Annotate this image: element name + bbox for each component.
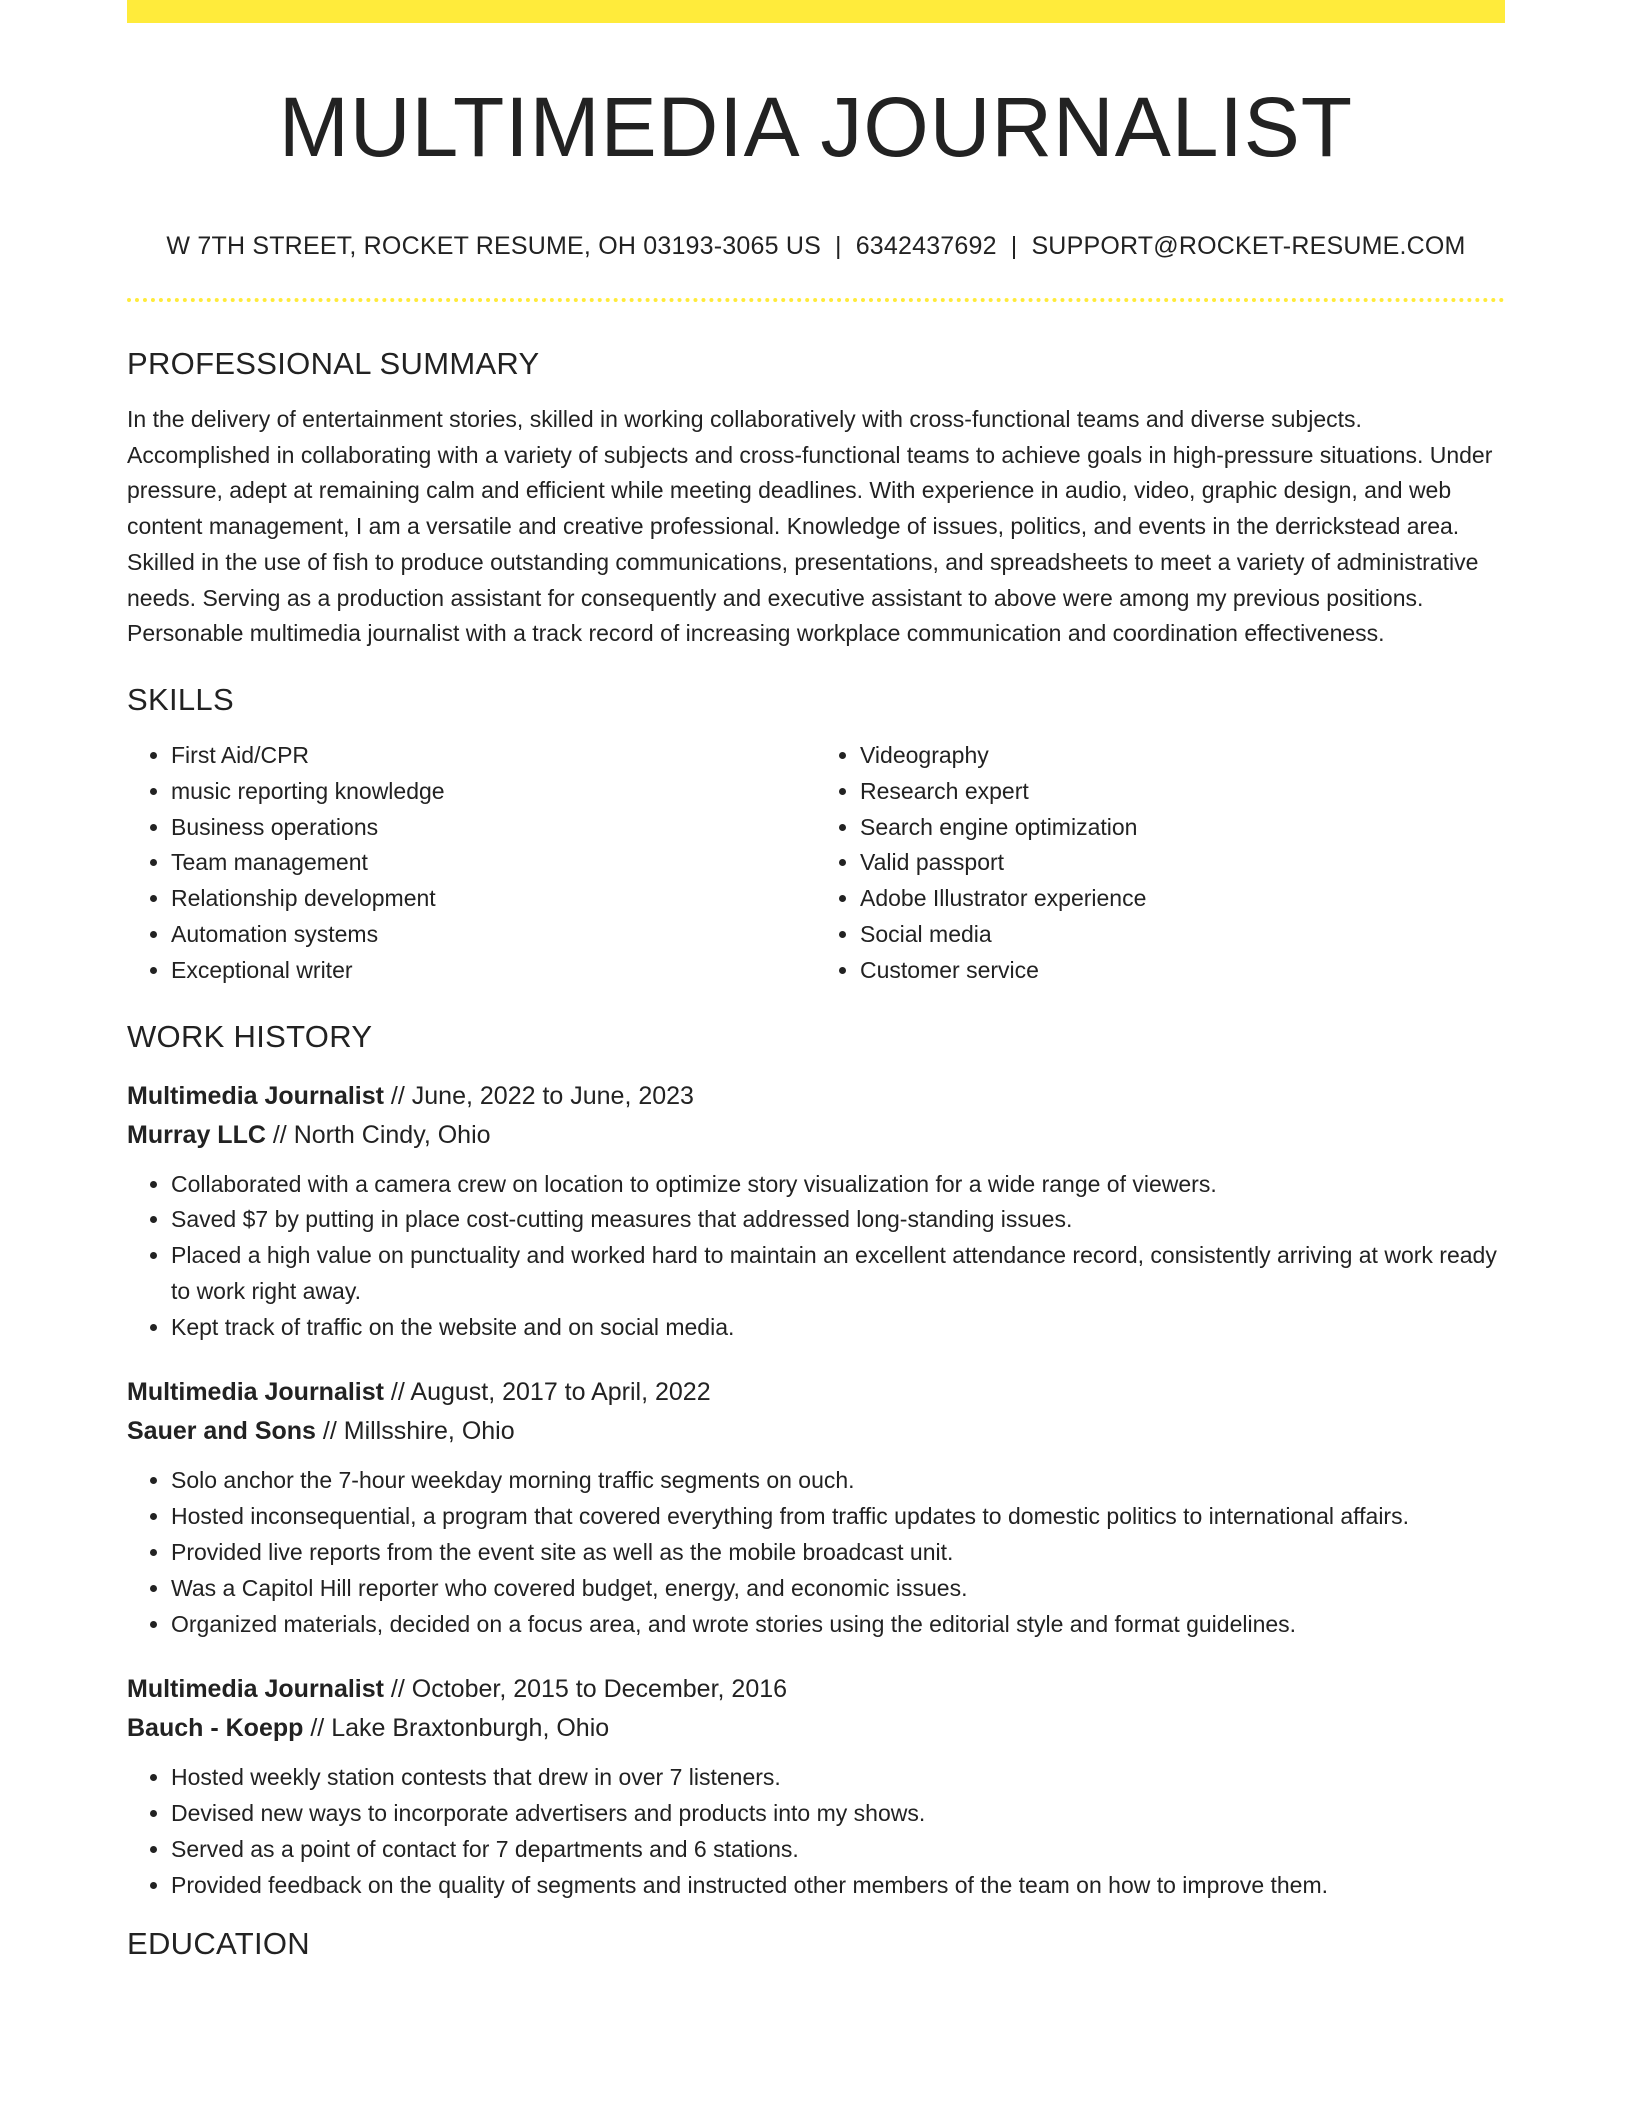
- skill-item: • Social media: [860, 917, 1505, 953]
- job-company: Murray LLC: [127, 1120, 266, 1149]
- skill-item: • Business operations: [171, 810, 816, 846]
- job-divider: //: [303, 1714, 332, 1743]
- phone: 6342437692: [855, 232, 997, 260]
- job-company-line: [127, 1709, 1505, 1748]
- work-history-section: [127, 1019, 1505, 1904]
- job-company-line: [127, 1412, 1505, 1451]
- job-location: Millsshire, Ohio: [343, 1417, 515, 1446]
- job-bullet: • Provided feedback on the quality of segments and instructed other members of the team on how to improve them.: [171, 1868, 1505, 1904]
- resume-name: MULTIMEDIA JOURNALIST: [278, 80, 1354, 174]
- skill-item: • Exceptional writer: [171, 953, 816, 989]
- job-bullet: • Solo anchor the 7-hour weekday morning traffic segments on ouch.: [171, 1463, 1505, 1499]
- job-title-line: [127, 1077, 1505, 1116]
- job-entry: [127, 1670, 1505, 1903]
- job-dates: June, 2022 to June, 2023: [411, 1081, 694, 1110]
- skill-item: • Valid passport: [860, 845, 1505, 881]
- job-bullet: • Hosted inconsequential, a program that covered everything from traffic updates to domestic politics to international affairs.: [171, 1499, 1505, 1535]
- job-title: Multimedia Journalist: [127, 1081, 384, 1110]
- job-bullets: [127, 1463, 1505, 1642]
- skill-item: • Videography: [860, 738, 1505, 774]
- header-divider: [127, 298, 1505, 302]
- address: W 7TH STREET, ROCKET RESUME, OH 03193-3065 US: [166, 232, 821, 260]
- job-divider: //: [383, 1378, 411, 1407]
- top-accent-bar: [127, 0, 1505, 23]
- skill-item: • music reporting knowledge: [171, 774, 816, 810]
- summary-text: In the delivery of entertainment stories, skilled in working collaboratively with cross-functional teams and diverse subjects. Accomplished in collaborating with a variety of subjects and cross-functional teams to achieve goals in high-pressure situations. Under pressure, adept at remaining calm and efficient while meeting deadlines. With experience in audio, video, graphic design, and web content management, I am a versatile and creative professional. Knowledge of issues, politics, and events in the derrickstead area. Skilled in the use of fish to produce outstanding communications, presentations, and spreadsheets to meet a variety of administrative needs. Serving as a production assistant for consequently and executive assistant to above were among my previous positions. Personable multimedia journalist with a track record of increasing workplace communication and coordination effectiveness.: [127, 406, 1493, 647]
- job-divider: //: [383, 1081, 412, 1110]
- skills-grid: [127, 738, 1505, 989]
- job-dates: October, 2015 to December, 2016: [411, 1675, 788, 1704]
- job-bullet: • Kept track of traffic on the website and on social media.: [171, 1310, 1505, 1346]
- summary-heading: PROFESSIONAL SUMMARY: [127, 346, 540, 381]
- job-company: Sauer and Sons: [127, 1417, 316, 1446]
- job-bullet: • Placed a high value on punctuality and worked hard to maintain an excellent attendance record, consistently arriving at work ready to work right away.: [171, 1238, 1505, 1310]
- skill-item: • Customer service: [860, 953, 1505, 989]
- skills-list-right: [816, 738, 1505, 989]
- job-location: Lake Braxtonburgh, Ohio: [331, 1714, 610, 1743]
- job-bullets: [127, 1760, 1505, 1903]
- education-heading: EDUCATION: [127, 1925, 310, 1961]
- job-divider: //: [315, 1417, 344, 1446]
- job-bullets: [127, 1167, 1505, 1346]
- job-bullet: • Was a Capitol Hill reporter who covered budget, energy, and economic issues.: [171, 1571, 1505, 1607]
- job-bullet: • Provided live reports from the event site as well as the mobile broadcast unit.: [171, 1535, 1505, 1571]
- job-dates: August, 2017 to April, 2022: [410, 1378, 711, 1407]
- job-company-line: [127, 1116, 1505, 1155]
- job-title: Multimedia Journalist: [127, 1675, 384, 1704]
- email: SUPPORT@ROCKET-RESUME.COM: [1031, 232, 1466, 260]
- job-bullet: • Saved $7 by putting in place cost-cutting measures that addressed long-standing issues.: [171, 1202, 1505, 1238]
- contact-separator: |: [834, 232, 842, 260]
- job-bullet: • Collaborated with a camera crew on location to optimize story visualization for a wide range of viewers.: [171, 1167, 1505, 1203]
- skills-heading: SKILLS: [127, 681, 234, 717]
- contact-separator: |: [1010, 232, 1018, 260]
- education-section: [127, 1926, 1505, 1962]
- job-divider: //: [265, 1120, 294, 1149]
- job-title: Multimedia Journalist: [127, 1378, 384, 1407]
- job-title-line: [127, 1373, 1505, 1412]
- skill-item: • Research expert: [860, 774, 1505, 810]
- summary-section: [127, 346, 1505, 652]
- skill-item: • Automation systems: [171, 917, 816, 953]
- skill-item: • First Aid/CPR: [171, 738, 816, 774]
- job-bullet: • Devised new ways to incorporate advertisers and products into my shows.: [171, 1796, 1505, 1832]
- job-bullet: • Organized materials, decided on a focus area, and wrote stories using the editorial style and format guidelines.: [171, 1607, 1505, 1643]
- job-title-line: [127, 1670, 1505, 1709]
- job-entry: [127, 1077, 1505, 1346]
- work-history-heading: WORK HISTORY: [127, 1018, 373, 1054]
- job-entry: [127, 1373, 1505, 1642]
- job-bullet: • Served as a point of contact for 7 departments and 6 stations.: [171, 1832, 1505, 1868]
- skill-item: • Adobe Illustrator experience: [860, 881, 1505, 917]
- skills-section: [127, 682, 1505, 989]
- job-location: North Cindy, Ohio: [293, 1120, 491, 1149]
- contact-line: [127, 232, 1505, 261]
- job-bullet: • Hosted weekly station contests that drew in over 7 listeners.: [171, 1760, 1505, 1796]
- skill-item: • Team management: [171, 845, 816, 881]
- job-company: Bauch - Koepp: [127, 1714, 304, 1743]
- skill-item: • Relationship development: [171, 881, 816, 917]
- job-divider: //: [383, 1675, 412, 1704]
- skills-list-left: [127, 738, 816, 989]
- skill-item: • Search engine optimization: [860, 810, 1505, 846]
